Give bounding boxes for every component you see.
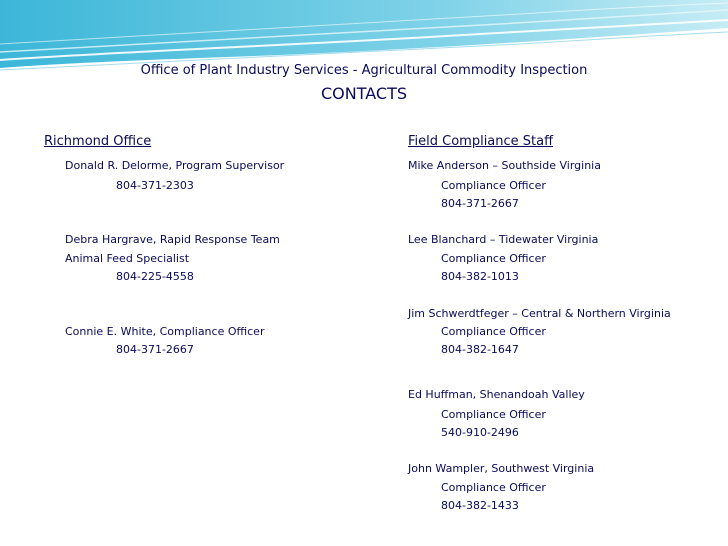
contact-phone: 804-382-1433 <box>441 499 519 512</box>
contact-role: Compliance Officer <box>441 481 546 494</box>
page-title: CONTACTS <box>320 84 408 103</box>
contact-role: Compliance Officer <box>441 179 546 192</box>
richmond-office-heading: Richmond Office <box>44 134 152 149</box>
contact-name: John Wampler, Southwest Virginia <box>408 462 595 475</box>
contact-role: Compliance Officer <box>441 325 546 338</box>
contact-role: Compliance Officer <box>441 252 546 265</box>
contact-phone: 804-371-2303 <box>116 179 194 192</box>
contact-name: Connie E. White, Compliance Officer <box>65 325 265 338</box>
contact-name: Debra Hargrave, Rapid Response Team <box>65 233 280 246</box>
contact-role: Animal Feed Specialist <box>65 252 190 265</box>
contact-phone: 804-371-2667 <box>116 343 194 356</box>
contact-phone: 804-225-4558 <box>116 270 194 283</box>
contact-role: Compliance Officer <box>441 408 546 421</box>
contact-phone: 804-382-1647 <box>441 343 519 356</box>
office-title: Office of Plant Industry Services - Agricultural Commodity Inspection <box>140 63 588 78</box>
contact-phone: 804-382-1013 <box>441 270 519 283</box>
contact-name: Donald R. Delorme, Program Supervisor <box>65 159 285 172</box>
contact-name: Ed Huffman, Shenandoah Valley <box>408 388 585 401</box>
field-compliance-heading: Field Compliance Staff <box>408 134 554 149</box>
contact-phone: 804-371-2667 <box>441 197 519 210</box>
contact-name: Lee Blanchard – Tidewater Virginia <box>408 233 599 246</box>
contact-name: Mike Anderson – Southside Virginia <box>408 159 601 172</box>
contact-name: Jim Schwerdtfeger – Central & Northern Virginia <box>408 307 671 320</box>
contact-phone: 540-910-2496 <box>441 426 519 439</box>
